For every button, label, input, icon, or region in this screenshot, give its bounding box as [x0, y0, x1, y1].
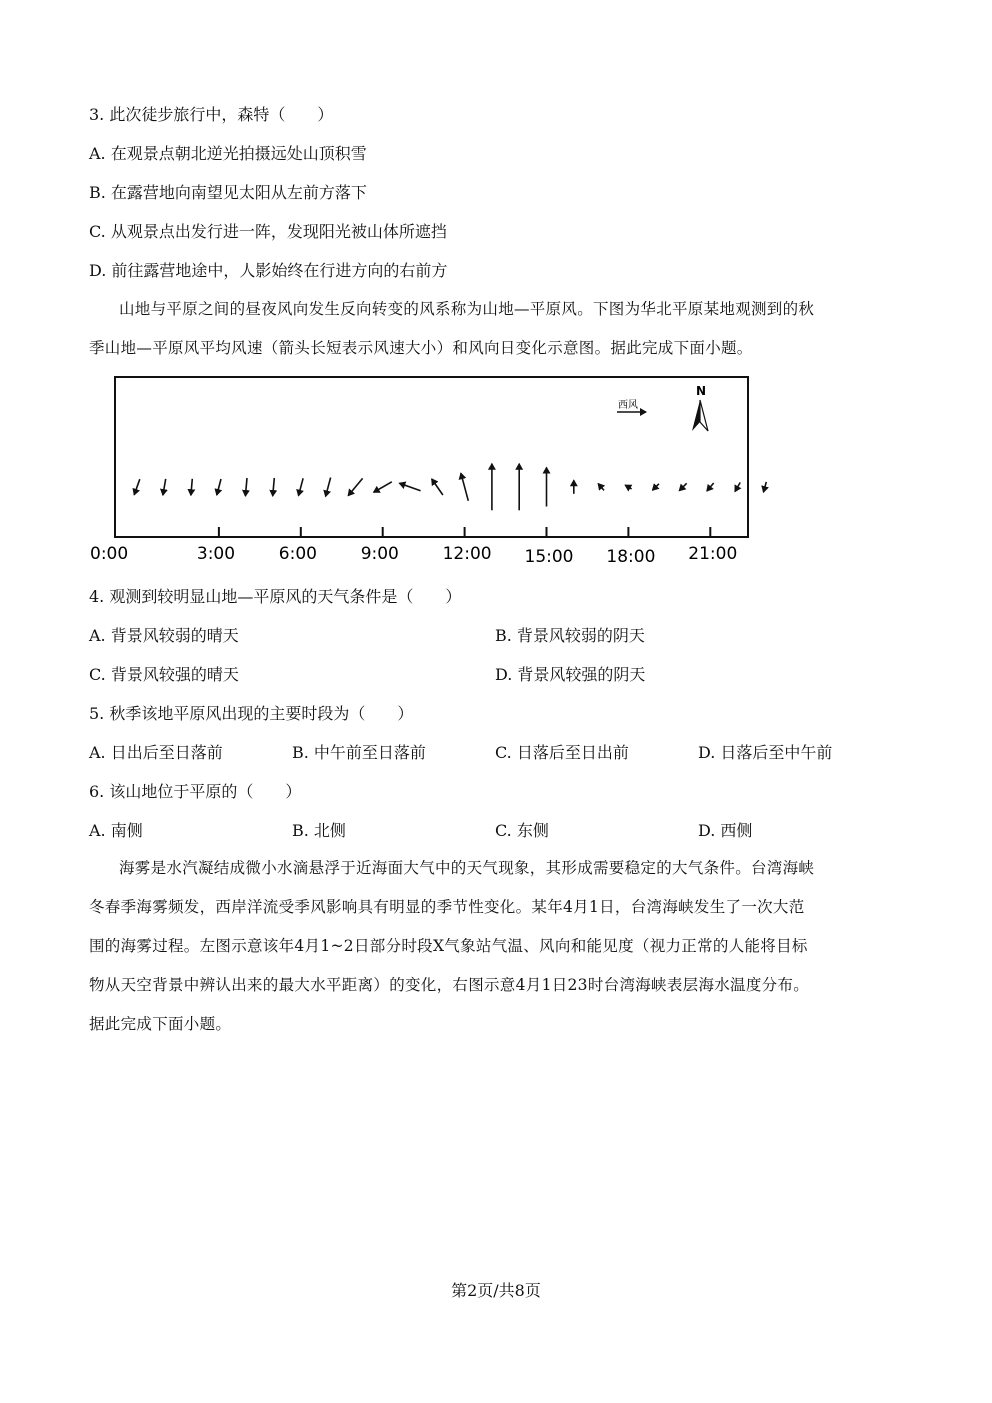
- wind-arrow: [432, 479, 443, 495]
- q6-option-b: B. 北侧: [292, 821, 346, 840]
- intro1-line2: 季山地—平原风平均风速（箭头长短表示风速大小）和风向日变化示意图。据此完成下面小题。: [89, 339, 753, 357]
- q6-option-d: D. 西侧: [698, 821, 753, 840]
- wind-arrow: [348, 478, 362, 495]
- north-label: N: [696, 384, 707, 398]
- q4-option-a: A. 背景风较弱的晴天: [89, 626, 239, 645]
- x-tick-label: 9:00: [360, 544, 399, 564]
- q5-stem: 5. 秋季该地平原风出现的主要时段为（ ）: [89, 704, 414, 723]
- intro2-line5: 据此完成下面小题。: [89, 1015, 232, 1033]
- wind-arrow: [735, 483, 740, 492]
- legend-label: 西风: [618, 400, 638, 411]
- intro2-line1: 海雾是水汽凝结成微小水滴悬浮于近海面大气中的天气现象，其形成需要稳定的大气条件。台湾海峡: [119, 859, 815, 877]
- wind-arrow: [163, 479, 166, 495]
- q5-option-d: D. 日落后至中午前: [698, 743, 833, 762]
- q3-option-a: A. 在观景点朝北逆光拍摄远处山顶积雪: [89, 144, 367, 163]
- page-footer: 第2页/共8页: [451, 1281, 541, 1300]
- wind-arrow: [191, 479, 192, 495]
- intro-paragraph-1: [89, 290, 909, 368]
- wind-arrow: [764, 482, 767, 492]
- legend: [617, 399, 646, 412]
- x-tick-label: 12:00: [442, 544, 492, 564]
- q4-stem: 4. 观测到较明显山地—平原风的天气条件是（ ）: [89, 587, 462, 606]
- q5-option-b: B. 中午前至日落前: [292, 743, 426, 762]
- x-tick-label: 0:00: [90, 544, 129, 564]
- intro2-line3: 围的海雾过程。左图示意该年4月1~2日部分时段X气象站气温、风向和能见度（视力正常的人能将目标: [89, 937, 808, 955]
- wind-arrow: [625, 485, 631, 489]
- north-arrow-icon: [692, 384, 708, 431]
- q4-option-b: B. 背景风较弱的阴天: [495, 626, 645, 645]
- x-tick-label: 6:00: [278, 544, 317, 564]
- wind-arrow: [399, 483, 420, 491]
- q6-stem: 6. 该山地位于平原的（ ）: [89, 782, 302, 801]
- x-tick-label: 3:00: [196, 544, 236, 564]
- wind-arrow: [245, 478, 247, 496]
- intro2-line2: 冬春季海雾频发，西岸洋流受季风影响具有明显的季节性变化。某年4月1日，台湾海峡发生了一次大范: [89, 898, 805, 916]
- x-tick-label: 15:00: [524, 547, 574, 567]
- wind-arrow: [273, 478, 275, 496]
- q6-option-c: C. 东侧: [495, 821, 549, 840]
- wind-arrow: [653, 484, 659, 490]
- q3-option-b: B. 在露营地向南望见太阳从左前方落下: [89, 183, 367, 202]
- x-tick-label: 18:00: [606, 547, 656, 567]
- wind-arrow: [134, 479, 140, 495]
- q3-option-d: D. 前往露营地途中，人影始终在行进方向的右前方: [89, 261, 448, 280]
- wind-arrow: [679, 483, 686, 490]
- q3-option-c: C. 从观景点出发行进一阵，发现阳光被山体所遮挡: [89, 222, 447, 241]
- wind-arrow: [217, 479, 221, 495]
- q5-option-c: C. 日落后至日出前: [495, 743, 629, 762]
- x-tick-label: 21:00: [688, 544, 738, 564]
- wind-arrow: [461, 473, 468, 501]
- wind-arrow: [598, 484, 604, 491]
- wind-arrow: [707, 483, 714, 491]
- q3-stem: 3. 此次徒步旅行中，森特（ ）: [89, 105, 334, 124]
- q4-option-c: C. 背景风较强的晴天: [89, 665, 239, 684]
- chart-frame: [115, 377, 748, 537]
- wind-arrow: [326, 478, 331, 497]
- wind-chart: [90, 370, 770, 570]
- wind-arrow: [374, 482, 392, 493]
- q6-option-a: A. 南侧: [89, 821, 143, 840]
- intro-paragraph-2: [89, 849, 909, 1044]
- q4-option-d: D. 背景风较强的阴天: [495, 665, 646, 684]
- q5-option-a: A. 日出后至日落前: [89, 743, 223, 762]
- intro2-line4: 物从天空背景中辨认出来的最大水平距离）的变化，右图示意4月1日23时台湾海峡表层海水温度分布。: [89, 976, 810, 994]
- intro1-line1: 山地与平原之间的昼夜风向发生反向转变的风系称为山地—平原风。下图为华北平原某地观测到的秋: [119, 300, 815, 318]
- wind-arrow: [299, 478, 304, 495]
